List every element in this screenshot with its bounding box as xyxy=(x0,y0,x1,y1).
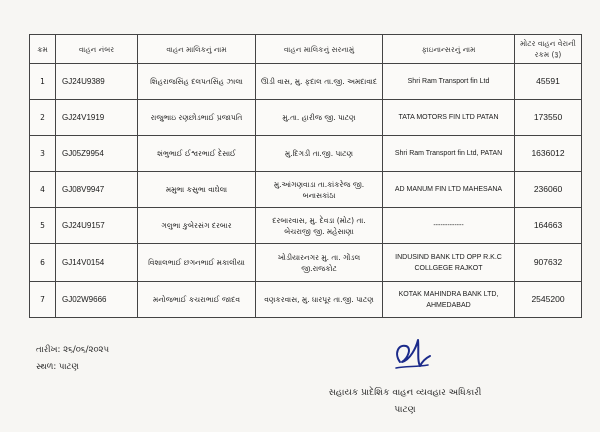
header-owner-name: વાહન માલિકનું નામ xyxy=(138,35,256,64)
document-date: તારીખ: ૨૬/૦૬/૨૦૨૫ xyxy=(36,345,110,355)
table-row xyxy=(30,244,582,282)
cell-financer-name: Shri Ram Transport fin Ltd, PATAN xyxy=(383,136,515,172)
officer-office-location: પાટણ xyxy=(394,405,416,415)
cell-tax-amount: 173550 xyxy=(515,100,582,136)
cell-owner-address: મુ.દિગડી તા.જી. પાટણ xyxy=(256,136,383,172)
cell-tax-amount: 1636012 xyxy=(515,136,582,172)
cell-tax-amount: 907632 xyxy=(515,244,582,282)
cell-owner-address: વણકરવાસ, મુ. ધારપૂર તા.જી. પાટણ xyxy=(256,282,383,318)
cell-owner-address: ઊડી વાસ, મુ. ફદાલ તા.જી. અમદાવાદ xyxy=(256,64,383,100)
header-vehicle-number: વાહન નંબર xyxy=(56,35,138,64)
cell-financer-name: ------------- xyxy=(383,208,515,244)
header-financer-name: ફાઇનાન્સરનું નામ xyxy=(383,35,515,64)
cell-vehicle-number: GJ14V0154 xyxy=(56,244,138,282)
cell-vehicle-number: GJ02W9666 xyxy=(56,282,138,318)
cell-tax-amount: 45591 xyxy=(515,64,582,100)
header-owner-address: વાહન માલિકનું સરનામું xyxy=(256,35,383,64)
officer-designation: સહાયક પ્રાદેશિક વાહન વ્યવહાર અધિકારી xyxy=(328,388,482,398)
cell-owner-address: મુ.તા. હારીજ જી. પાટણ xyxy=(256,100,383,136)
table-row xyxy=(30,172,582,208)
header-tax-amount: મોટર વાહન વેરાની રકમ (રૂ) xyxy=(515,35,582,64)
cell-vehicle-number: GJ24U9157 xyxy=(56,208,138,244)
cell-vehicle-number: GJ24V1919 xyxy=(56,100,138,136)
vehicle-tax-table xyxy=(29,34,582,318)
cell-owner-name: મમુભા કસુભા વાઘેલા xyxy=(138,172,256,208)
cell-financer-name: AD MANUM FIN LTD MAHESANA xyxy=(383,172,515,208)
cell-tax-amount: 164663 xyxy=(515,208,582,244)
header-serial: ક્રમ xyxy=(30,35,56,64)
cell-serial: 5 xyxy=(30,208,56,244)
cell-financer-name: TATA MOTORS FIN LTD PATAN xyxy=(383,100,515,136)
cell-financer-name: INDUSIND BANK LTD OPP R.K.C COLLGEGE RAJKOT xyxy=(383,244,515,282)
cell-serial: 1 xyxy=(30,64,56,100)
cell-owner-address: ખોડીયારનગર મુ. તા. ગોંડલ જી.રાજકોટ xyxy=(256,244,383,282)
cell-vehicle-number: GJ08V9947 xyxy=(56,172,138,208)
cell-owner-address: દરબારવાસ, મુ. દેવડા (મોટ) તા. બેચરાજી જી. મહેસાણા xyxy=(256,208,383,244)
cell-vehicle-number: GJ05Z9954 xyxy=(56,136,138,172)
cell-owner-name: મનોજભાઈ કચરાભાઈ જાદવ xyxy=(138,282,256,318)
cell-tax-amount: 2545200 xyxy=(515,282,582,318)
cell-serial: 6 xyxy=(30,244,56,282)
table-row xyxy=(30,208,582,244)
cell-serial: 3 xyxy=(30,136,56,172)
table-row xyxy=(30,64,582,100)
document-place: સ્થળ: પાટણ xyxy=(36,362,79,372)
table-row xyxy=(30,282,582,318)
cell-owner-address: મુ.આંગણવાડા તા.કાંકરેજ જી. બનાસકાંઠા xyxy=(256,172,383,208)
table-header-row xyxy=(30,35,582,64)
cell-owner-name: શિહરાજસિંહ દલપતસિંહ ઝાલા xyxy=(138,64,256,100)
cell-owner-name: ગલુભા કુબેરસંગ દરબાર xyxy=(138,208,256,244)
cell-owner-name: વિશાલભાઈ છગનભાઈ મકાલીયા xyxy=(138,244,256,282)
cell-financer-name: Shri Ram Transport fin Ltd xyxy=(383,64,515,100)
cell-financer-name: KOTAK MAHINDRA BANK LTD, AHMEDABAD xyxy=(383,282,515,318)
cell-serial: 2 xyxy=(30,100,56,136)
cell-tax-amount: 236060 xyxy=(515,172,582,208)
cell-serial: 7 xyxy=(30,282,56,318)
cell-owner-name: રાજુભાઇ રણછોડભાઈ પ્રજાપતિ xyxy=(138,100,256,136)
cell-serial: 4 xyxy=(30,172,56,208)
table-row xyxy=(30,100,582,136)
table-row xyxy=(30,136,582,172)
cell-owner-name: શંભુભાઈ ઈશ્વરભાઈ દેસાઈ xyxy=(138,136,256,172)
officer-signature xyxy=(386,332,436,374)
cell-vehicle-number: GJ24U9389 xyxy=(56,64,138,100)
